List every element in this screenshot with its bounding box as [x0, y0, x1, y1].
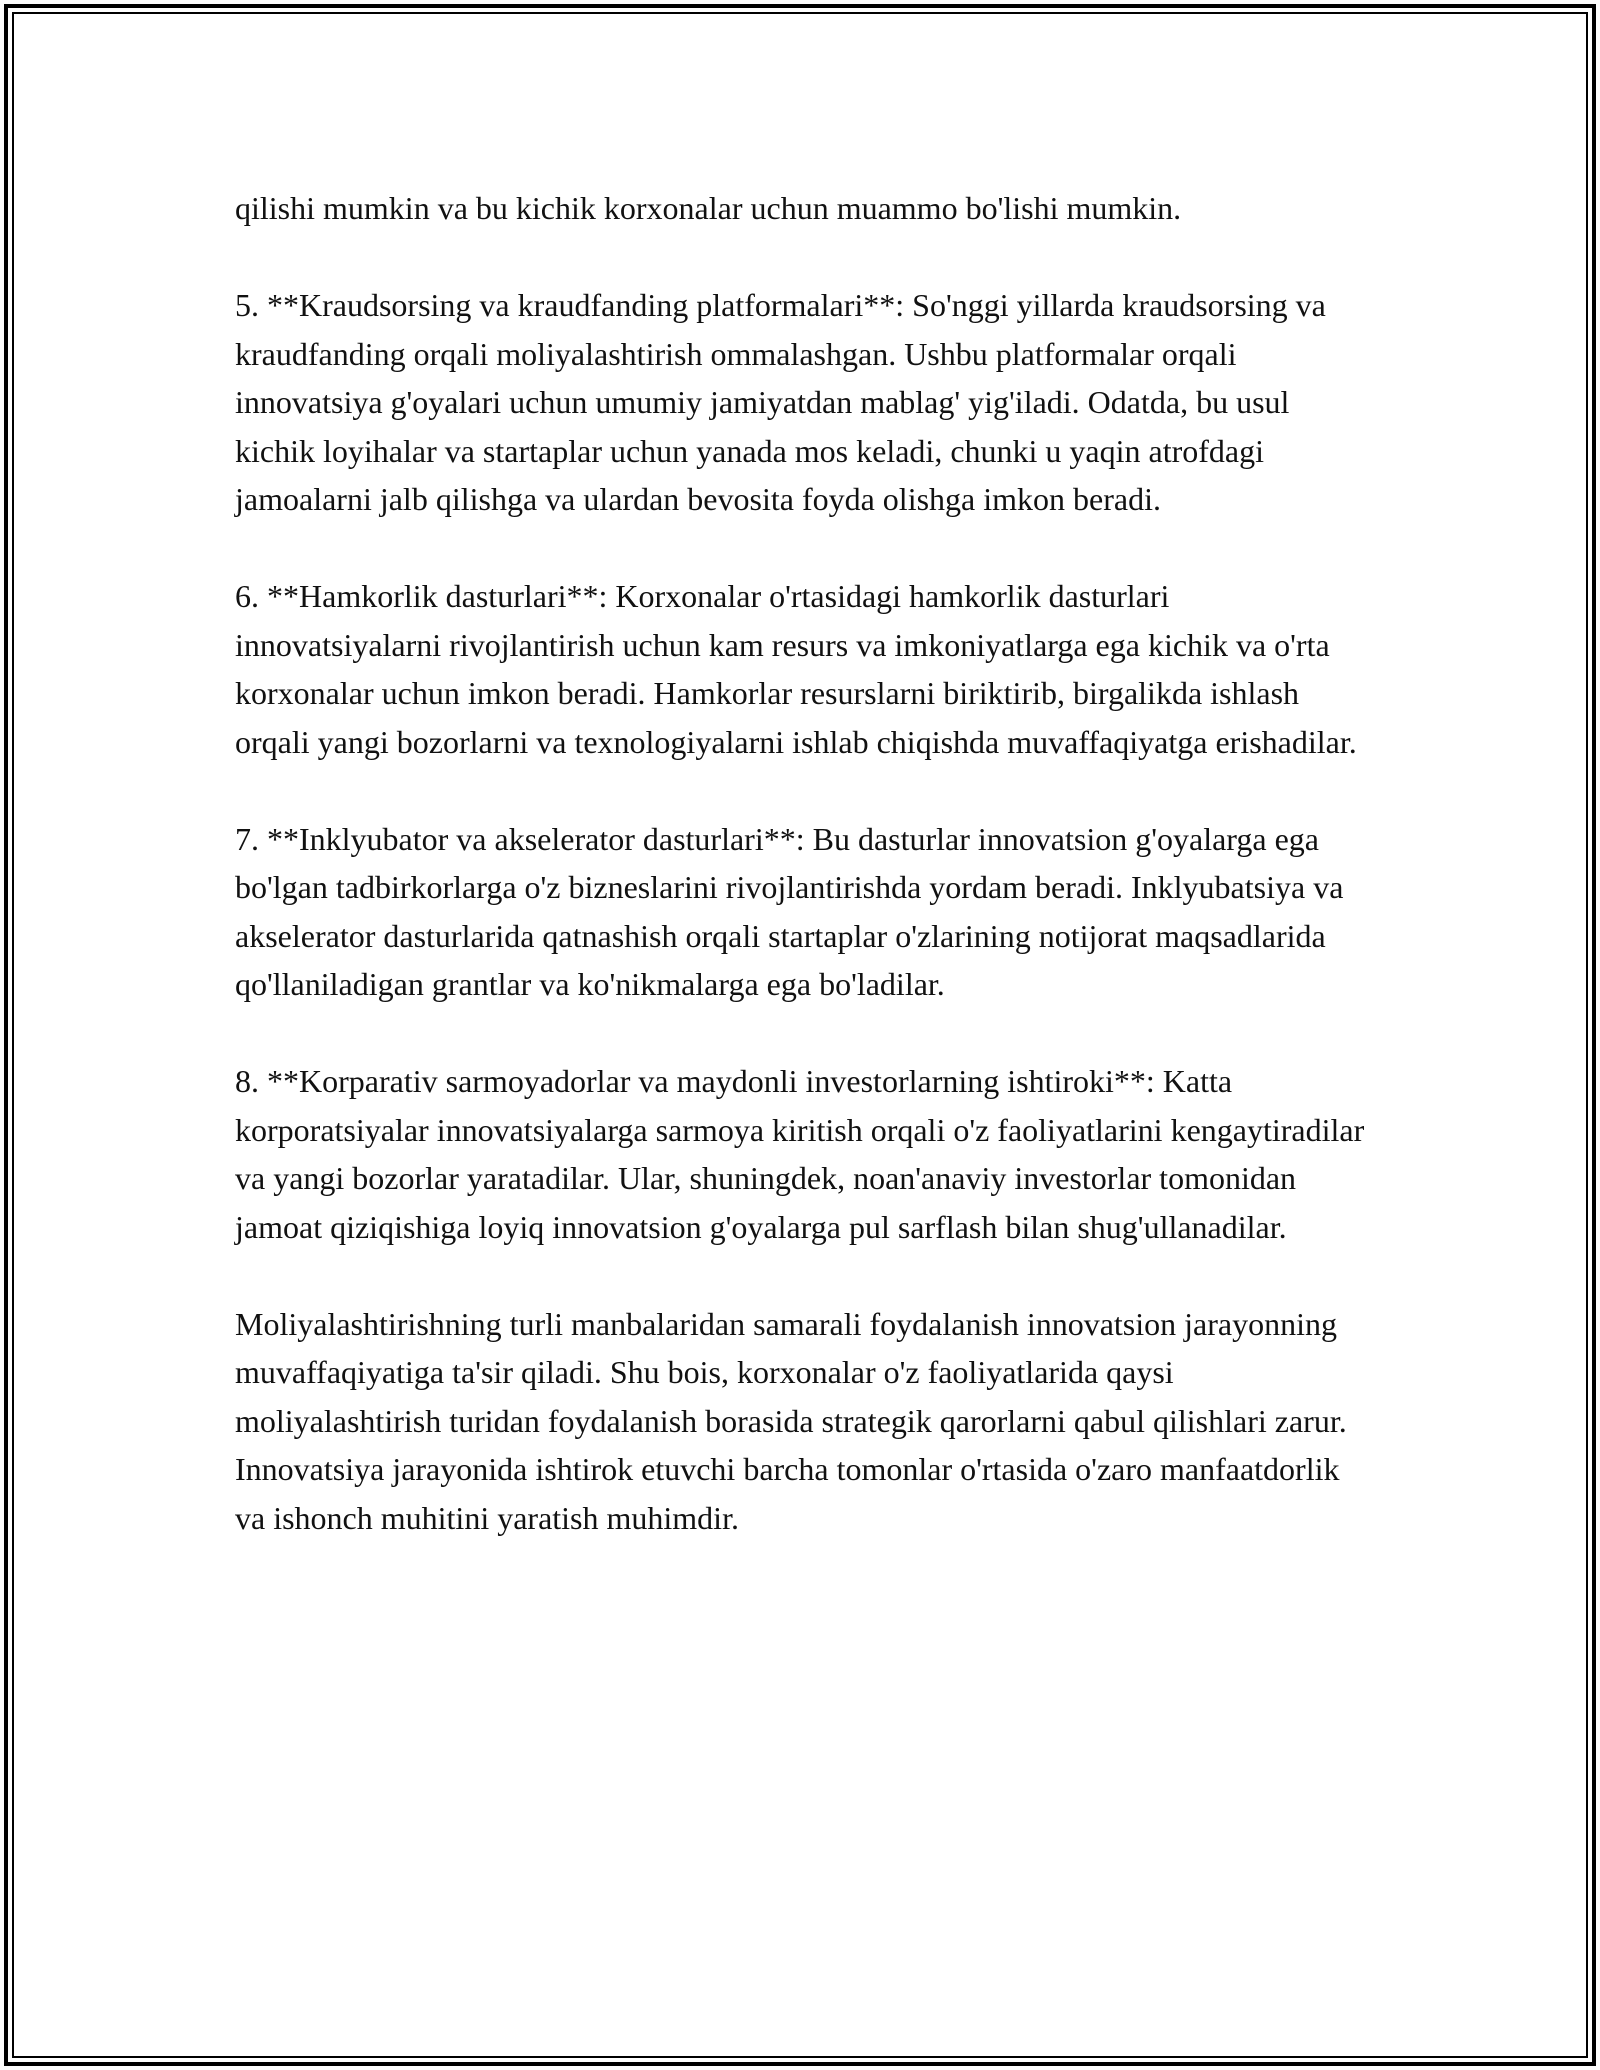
- paragraph-item-7: 7. **Inklyubator va akselerator dasturlari**: Bu dasturlar innovatsion g'oyalarga ega bo'lgan tadbirkorlarga o'z bizneslarini rivojlantirishda yordam beradi. Inklyubatsiya va akselerator dasturlarida qatnashish orqali startaplar o'zlarining notijorat maqsadlarida qo'llaniladigan grantlar va ko'nikmalarga ega bo'ladilar.: [235, 820, 1344, 1002]
- paragraph-item-6: 6. **Hamkorlik dasturlari**: Korxonalar o'rtasidagi hamkorlik dasturlari innovatsiyalarni rivojlantirish uchun kam resurs va imkoniyatlarga ega kichik va o'rta korxonalar uchun imkon beradi. Hamkorlar resurslarni biriktirib, birgalikda ishlash orqali yangi bozorlarni va texnologiyalarni ishlab chiqishda muvaffaqiyatga erishadilar.: [235, 578, 1357, 760]
- paragraph-item-5: 5. **Kraudsorsing va kraudfanding platformalari**: So'nggi yillarda kraudsorsing va kraudfanding orqali moliyalashtirish ommalashgan. Ushbu platformalar orqali innovatsiya g'oyalari uchun umumiy jamiyatdan mablag' yig'iladi. Odatda, bu usul kichik loyihalar va startaplar uchun yanada mos keladi, chunki u yaqin atrofdagi jamoalarni jalb qilishga va ulardan bevosita foyda olishga imkon beradi.: [235, 287, 1326, 517]
- paragraph-conclusion: Moliyalashtirishning turli manbalaridan samarali foydalanish innovatsion jarayonning muvaffaqiyatiga ta'sir qiladi. Shu bois, korxonalar o'z faoliyatlarida qaysi moliyalashtirish turidan foydalanish borasida strategik qarorlarni qabul qilishlari zarur. Innovatsiya jarayonida ishtirok etuvchi barcha tomonlar o'rtasida o'zaro manfaatdorlik va ishonch muhitini yaratish muhimdir.: [235, 1305, 1347, 1536]
- paragraph-item-8: 8. **Korparativ sarmoyadorlar va maydonli investorlarning ishtiroki**: Katta korporatsiyalar innovatsiyalarga sarmoya kiritish orqali o'z faoliyatlarini kengaytiradilar va yangi bozorlar yaratadilar. Ular, shuningdek, noan'anaviy investorlar tomonidan jamoat qiziqishiga loyiq innovatsion g'oyalarga pul sarflash bilan shug'ullanadilar.: [235, 1063, 1365, 1245]
- paragraph-continuation: qilishi mumkin va bu kichik korxonalar uchun muammo bo'lishi mumkin.: [235, 190, 1182, 226]
- document-body: [235, 184, 1370, 1542]
